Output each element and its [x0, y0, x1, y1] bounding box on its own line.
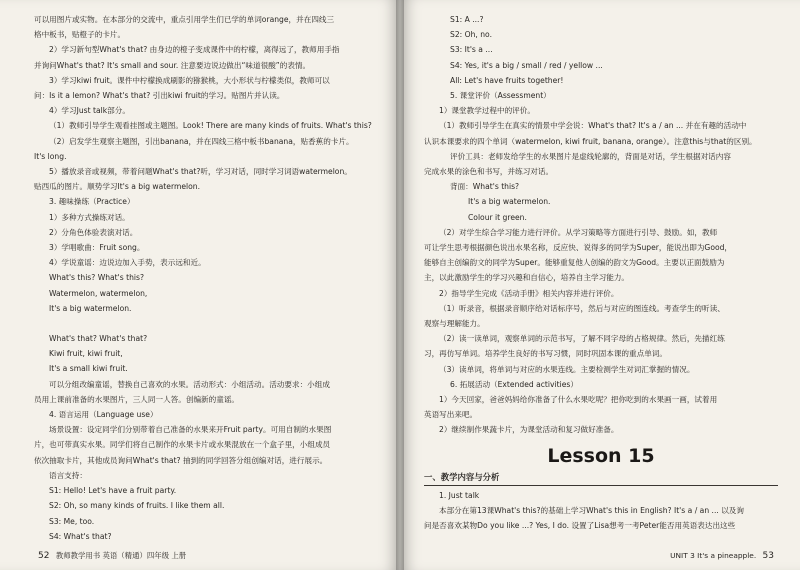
text-line: 并询问What's that? It's small and sour. 注意要边说边做出“味道很酸”的表情。	[34, 60, 311, 70]
right-page-body-top	[424, 12, 778, 438]
text-line: 问：Is it a lemon? What's that? 引出kiwi fruit的学习。贴图片并认读。	[34, 91, 285, 101]
text-line: （3）读单词，将单词与对应的水果连线。主要检测学生对词汇掌握的情况。	[439, 364, 695, 374]
section-rule	[424, 485, 778, 486]
text-line: （2）读一读单词，观察单词的示范书写，了解不同字母的占格规律。然后，先描红练	[439, 334, 725, 344]
text-line: 英语写出来吧。	[424, 410, 478, 420]
text-line: 完成水果的涂色和书写，并练习对话。	[424, 167, 554, 177]
text-line: （1）教师引导学生观看挂图或主题图。Look! There are many kinds of fruits. What's this?	[49, 121, 372, 131]
text-line: 2）指导学生完成《活动手册》相关内容并进行评价。	[439, 288, 619, 298]
text-line: S2: Oh, no.	[450, 30, 492, 40]
text-line: S3: Me, too.	[49, 516, 95, 526]
text-line: It's a big watermelon.	[468, 197, 551, 207]
text-line: S4: What's that?	[49, 531, 112, 541]
text-line: 习，再仿写单词。培养学生良好的书写习惯，同时巩固本课的重点单词。	[424, 349, 667, 359]
text-line: 3）学唱歌曲：Fruit song。	[49, 243, 145, 253]
text-line: S2: Oh, so many kinds of fruits. I like them all.	[49, 501, 225, 511]
text-line: 4）学习Just talk部分。	[49, 106, 130, 116]
text-line: 3）学习kiwi fruit。课件中柠檬换成刷影的猕猴桃，大小形状与柠檬类似，教师可以	[49, 75, 330, 85]
text-line: S1: Hello! Let's have a fruit party.	[49, 486, 177, 496]
text-line: S3: It's a ...	[450, 45, 493, 55]
left-page-footer-text: 教师教学用书 英语（精通）四年级 上册	[55, 550, 187, 560]
text-line: 场景设置：设定同学们分别带着自己准备的水果来开Fruit party。可用自制的水果图	[49, 425, 332, 435]
text-line: It's long.	[34, 151, 67, 161]
text-line: 认识本课要求的四个单词（watermelon, kiwi fruit, banana, orange）。注意this与that的区别。	[424, 136, 757, 146]
text-line: What's that? What's that?	[49, 334, 148, 344]
text-line: 1. Just talk	[439, 490, 480, 500]
text-line: 能够自主创编韵文的同学为Super。能够重复他人创编的韵文为Good。主要以正面鼓励为	[424, 258, 725, 268]
text-line: It's a small kiwi fruit.	[49, 364, 128, 374]
text-line: 格中板书，贴橙子的卡片。	[34, 30, 126, 40]
text-line: 观察与理解能力。	[424, 319, 485, 329]
text-line: 6. 拓展活动（Extended activities）	[450, 379, 578, 389]
text-line: 1）今天回家，爸爸妈妈给你准备了什么水果吃呢？把你吃到的水果画一画，试着用	[439, 395, 718, 405]
text-line: All: Let's have fruits together!	[450, 75, 564, 85]
text-line: It's a big watermelon.	[49, 303, 132, 313]
text-line: （2）对学生综合学习能力进行评价。从学习策略等方面进行引导、鼓励。如，教师	[439, 227, 718, 237]
text-line: 背面：What's this?	[450, 182, 520, 192]
text-line: S4: Yes, it's a big / small / red / yellow ...	[450, 60, 603, 70]
right-page	[400, 0, 800, 570]
text-line: 主，以此激励学生的学习兴趣和自信心，培养自主学习能力。	[424, 273, 630, 283]
text-line: 可让学生思考根据颜色说出水果名称，反应快、说得多的同学为Super，能说出即为Good，	[424, 243, 733, 253]
text-line: What's this? What's this?	[49, 273, 145, 283]
text-line: Watermelon, watermelon,	[49, 288, 148, 298]
text-line: 片，也可带真实水果。同学们将自己制作的水果卡片或水果混放在一个盒子里，小组成员	[34, 440, 331, 450]
text-line: 2）继续制作果蔬卡片，为课堂活动和复习做好准备。	[439, 425, 619, 435]
lesson-title: Lesson 15	[547, 444, 655, 467]
text-line: 3. 趣味操练（Practice）	[49, 197, 135, 207]
text-line: 贴西瓜的图片。顺势学习It's a big watermelon.	[34, 182, 200, 192]
text-line: 1）多种方式操练对话。	[49, 212, 130, 222]
text-line: 1）课堂教学过程中的评价。	[439, 106, 535, 116]
text-line: （1）教师引导学生在真实的情景中学会说：What's that? It's a / an ... 并在有趣的活动中	[439, 121, 747, 131]
text-line: 4）学说童谣：边说边加入手势，表示远和近。	[49, 258, 206, 268]
right-page-body-bottom	[424, 488, 778, 534]
text-line: 2）学习新句型What's that? 由身边的橙子变成课件中的柠檬，离得远了，教师用手指	[49, 45, 340, 55]
footer-unit-title: It's a pineapple.	[697, 550, 757, 560]
left-page-number: 52	[38, 550, 50, 561]
text-line: 2）分角色体验表演对话。	[49, 227, 138, 237]
text-line: 4. 语言运用（Language use）	[49, 410, 158, 420]
text-line: 本部分在第13课What's this?的基础上学习What's this in English? It's a / an ... 以及询	[439, 506, 744, 516]
text-line: （2）启发学生观察主题图，引出banana，并在四线三格中板书banana，贴香蕉的卡片。	[49, 136, 354, 146]
text-line: 问是否喜欢某物Do you like ...? Yes, I do. 设置了Lisa想考一考Peter能否用英语表达出这些	[424, 521, 736, 531]
text-line: 语言支持：	[49, 470, 87, 480]
text-line: 员用上课前准备的水果图片，三人同一人答。创编新的童谣。	[34, 394, 240, 404]
footer-unit: UNIT 3	[670, 550, 695, 560]
text-line: Colour it green.	[468, 212, 527, 222]
text-line: 可以分组改编童谣，替换自己喜欢的水果。活动形式：小组活动。活动要求：小组成	[49, 379, 330, 389]
book-gutter	[396, 0, 404, 570]
left-page-footer	[34, 548, 186, 564]
text-line: S1: A ...?	[450, 15, 484, 24]
text-line: 依次抽取卡片，其他成员询问What's that? 抽到的同学回答分组创编对话，进行展示。	[34, 455, 328, 465]
text-line: 5）播放录音或视频，带着问题What's that?听，学习对话，同时学习词语watermelon。	[49, 167, 352, 177]
text-line	[34, 316, 382, 331]
right-page-number: 53	[762, 550, 774, 561]
text-line: 评价工具：老师发给学生的水果图片是虚线轮廓的，背面是对话，学生根据对话内容	[450, 151, 731, 161]
text-line: Kiwi fruit, kiwi fruit,	[49, 349, 123, 359]
right-page-footer	[670, 548, 778, 564]
text-line: 5. 课堂评价（Assessment）	[450, 91, 551, 101]
text-line: （1）听录音，根据录音顺序给对话标序号，然后与对应的图连线。考查学生的听读、	[439, 303, 725, 313]
text-line: 可以用图片或实物。在本部分的交流中，重点引用学生们已学的单词orange，并在四线三	[34, 15, 335, 24]
section-heading: 一、教学内容与分析	[424, 471, 500, 482]
left-page-body	[34, 12, 382, 544]
